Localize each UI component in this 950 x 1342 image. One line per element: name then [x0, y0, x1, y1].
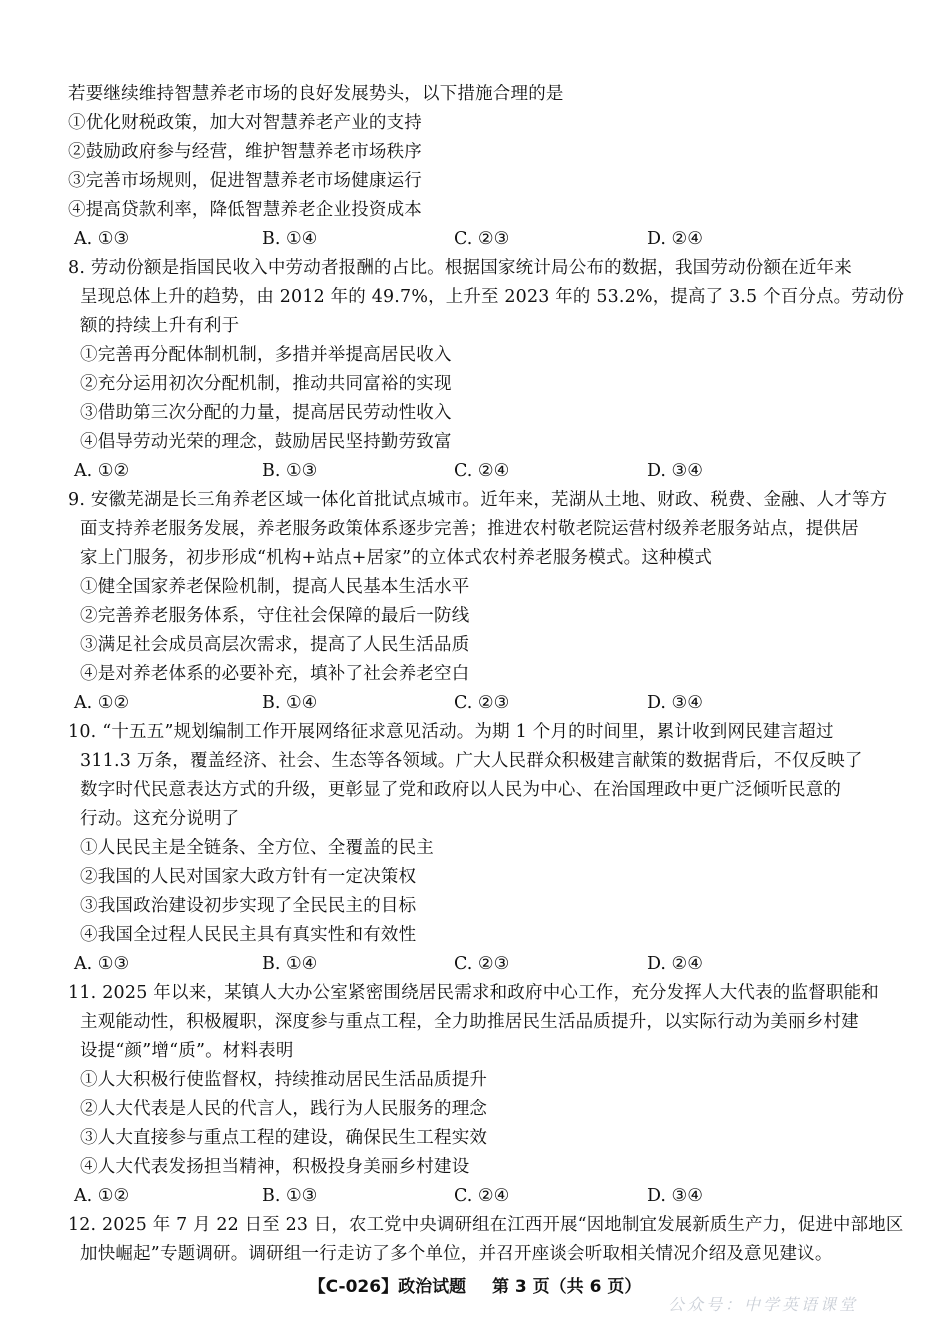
q11-stem-line-2: 主观能动性，积极履职，深度参与重点工程，全力助推居民生活品质提升，以实际行动为美丽乡村建	[80, 1012, 859, 1032]
q7-stem: 若要继续维持智慧养老市场的良好发展势头，以下措施合理的是	[68, 84, 564, 104]
q10-options	[74, 952, 894, 976]
q7-options	[74, 227, 894, 251]
q10-option-a: A. ①③	[74, 954, 130, 974]
q10-stem-line-2: 311.3 万条，覆盖经济、社会、生态等各领域。广大人民群众积极建言献策的数据背后，不仅反映了	[80, 751, 863, 771]
q10-stem-line-3: 数字时代民意表达方式的升级，更彰显了党和政府以人民为中心、在治国理政中更广泛倾听民意的	[80, 780, 842, 800]
q9-stem-line-2: 面支持养老服务发展，养老服务政策体系逐步完善；推进农村敬老院运营村级养老服务站点，提供居	[80, 519, 859, 539]
q8-item-4: ④倡导劳动光荣的理念，鼓励居民坚持勤劳致富	[80, 432, 452, 452]
q10-item-4: ④我国全过程人民民主具有真实性和有效性	[80, 925, 417, 945]
q11-option-c: C. ②④	[454, 1186, 510, 1206]
q11-options	[74, 1184, 894, 1208]
watermark: 公众号：中学英语课堂	[668, 1295, 859, 1314]
q10-stem-line-1: 10. “十五五”规划编制工作开展网络征求意见活动。为期 1 个月的时间里，累计收到网民建言超过	[68, 722, 834, 742]
q10-item-1: ①人民民主是全链条、全方位、全覆盖的民主	[80, 838, 434, 858]
q7-item-1: ①优化财税政策，加大对智慧养老产业的支持	[68, 113, 422, 133]
q9-option-a: A. ①②	[74, 693, 130, 713]
q10-option-b: B. ①④	[262, 954, 318, 974]
q12-stem-line-1: 12. 2025 年 7 月 22 日至 23 日，农工党中央调研组在江西开展“因地制宜发展新质生产力，促进中部地区	[68, 1215, 904, 1235]
q9-item-4: ④是对养老体系的必要补充，填补了社会养老空白	[80, 664, 470, 684]
q9-item-3: ③满足社会成员高层次需求，提高了人民生活品质	[80, 635, 470, 655]
q9-option-b: B. ①④	[262, 693, 318, 713]
q10-item-3: ③我国政治建设初步实现了全民民主的目标	[80, 896, 417, 916]
q10-item-2: ②我国的人民对国家大政方针有一定决策权	[80, 867, 417, 887]
q8-item-1: ①完善再分配体制机制，多措并举提高居民收入	[80, 345, 452, 365]
q8-option-d: D. ③④	[647, 461, 703, 481]
q9-item-2: ②完善养老服务体系，守住社会保障的最后一防线	[80, 606, 470, 626]
page-number: 第 3 页（共 6 页）	[492, 1277, 642, 1297]
q8-option-a: A. ①②	[74, 461, 130, 481]
q11-item-4: ④人大代表发扬担当精神，积极投身美丽乡村建设	[80, 1157, 470, 1177]
q11-option-d: D. ③④	[647, 1186, 703, 1206]
q7-option-c: C. ②③	[454, 229, 510, 249]
q7-item-3: ③完善市场规则，促进智慧养老市场健康运行	[68, 171, 422, 191]
q8-stem-line-1: 8. 劳动份额是指国民收入中劳动者报酬的占比。根据国家统计局公布的数据，我国劳动份额在近年来	[68, 258, 852, 278]
q8-option-b: B. ①③	[262, 461, 318, 481]
q8-option-c: C. ②④	[454, 461, 510, 481]
q8-options	[74, 459, 894, 483]
q7-option-a: A. ①③	[74, 229, 130, 249]
q9-item-1: ①健全国家养老保险机制，提高人民基本生活水平	[80, 577, 470, 597]
q8-stem-line-3: 额的持续上升有利于	[80, 316, 240, 336]
q7-option-d: D. ②④	[647, 229, 703, 249]
q11-option-b: B. ①③	[262, 1186, 318, 1206]
q10-stem-line-4: 行动。这充分说明了	[80, 809, 240, 829]
q11-item-3: ③人大直接参与重点工程的建设，确保民生工程实效	[80, 1128, 488, 1148]
q11-item-2: ②人大代表是人民的代言人，践行为人民服务的理念	[80, 1099, 488, 1119]
q12-stem-line-2: 加快崛起”专题调研。调研组一行走访了多个单位，并召开座谈会听取相关情况介绍及意见建议。	[80, 1244, 833, 1264]
q10-option-d: D. ②④	[647, 954, 703, 974]
q11-stem-line-3: 设提“颜”增“质”。材料表明	[80, 1041, 294, 1061]
q11-option-a: A. ①②	[74, 1186, 130, 1206]
q7-option-b: B. ①④	[262, 229, 318, 249]
q9-option-c: C. ②③	[454, 693, 510, 713]
q9-stem-line-3: 家上门服务，初步形成“机构+站点+居家”的立体式农村养老服务模式。这种模式	[80, 548, 713, 568]
q8-item-3: ③借助第三次分配的力量，提高居民劳动性收入	[80, 403, 452, 423]
q9-option-d: D. ③④	[647, 693, 703, 713]
q7-item-2: ②鼓励政府参与经营，维护智慧养老市场秩序	[68, 142, 422, 162]
q7-item-4: ④提高贷款利率，降低智慧养老企业投资成本	[68, 200, 422, 220]
q8-stem-line-2: 呈现总体上升的趋势，由 2012 年的 49.7%，上升至 2023 年的 53.2%，提高了 3.5 个百分点。劳动份	[80, 287, 905, 307]
q8-item-2: ②充分运用初次分配机制，推动共同富裕的实现	[80, 374, 452, 394]
exam-code: 【C-026】政治试题	[308, 1277, 467, 1297]
q11-stem-line-1: 11. 2025 年以来，某镇人大办公室紧密围绕居民需求和政府中心工作，充分发挥人大代表的监督职能和	[68, 983, 879, 1003]
q10-option-c: C. ②③	[454, 954, 510, 974]
q9-options	[74, 691, 894, 715]
q11-item-1: ①人大积极行使监督权，持续推动居民生活品质提升	[80, 1070, 488, 1090]
q9-stem-line-1: 9. 安徽芜湖是长三角养老区域一体化首批试点城市。近年来，芜湖从土地、财政、税费、金融、人才等方	[68, 490, 888, 510]
